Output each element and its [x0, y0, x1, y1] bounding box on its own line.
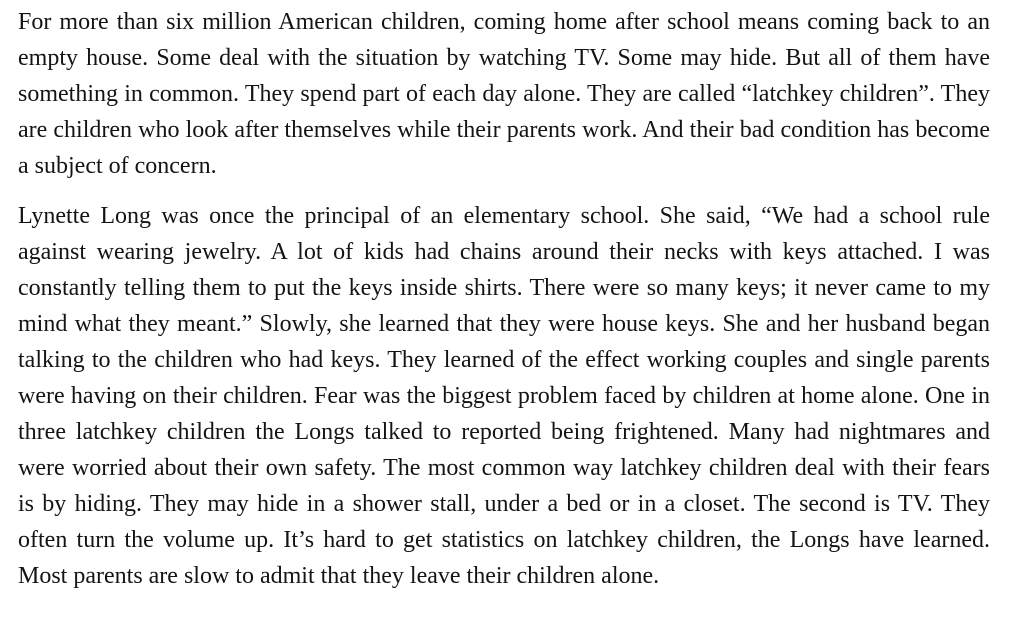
- paragraph-2: Lynette Long was once the principal of an elementary school. She said, “We had a school rule against wearing jewelry. A lot of kids had chains around their necks with keys attached. I was constantly telling them to put the keys inside shirts. There were so many keys; it never came to my mind what they meant.” Slowly, she learned that they were house keys. She and her husband began talking to the children who had keys. They learned of the effect working couples and single parents were having on their children. Fear was the biggest problem faced by children at home alone. One in three latchkey children the Longs talked to reported being frightened. Many had nightmares and were worried about their own safety. The most common way latchkey children deal with their fears is by hiding. They may hide in a shower stall, under a bed or in a closet. The second is TV. They often turn the volume up. It’s hard to get statistics on latchkey children, the Longs have learned. Most parents are slow to admit that they leave their children alone.: [18, 203, 990, 589]
- paragraph-1: For more than six million American children, coming home after school means coming back to an empty house. Some deal with the situation by watching TV. Some may hide. But all of them have something in common. They spend part of each day alone. They are called “latchkey children”. They are children who look after themselves while their parents work. And their bad condition has become a subject of concern.: [18, 9, 990, 179]
- document-body: [18, 4, 990, 594]
